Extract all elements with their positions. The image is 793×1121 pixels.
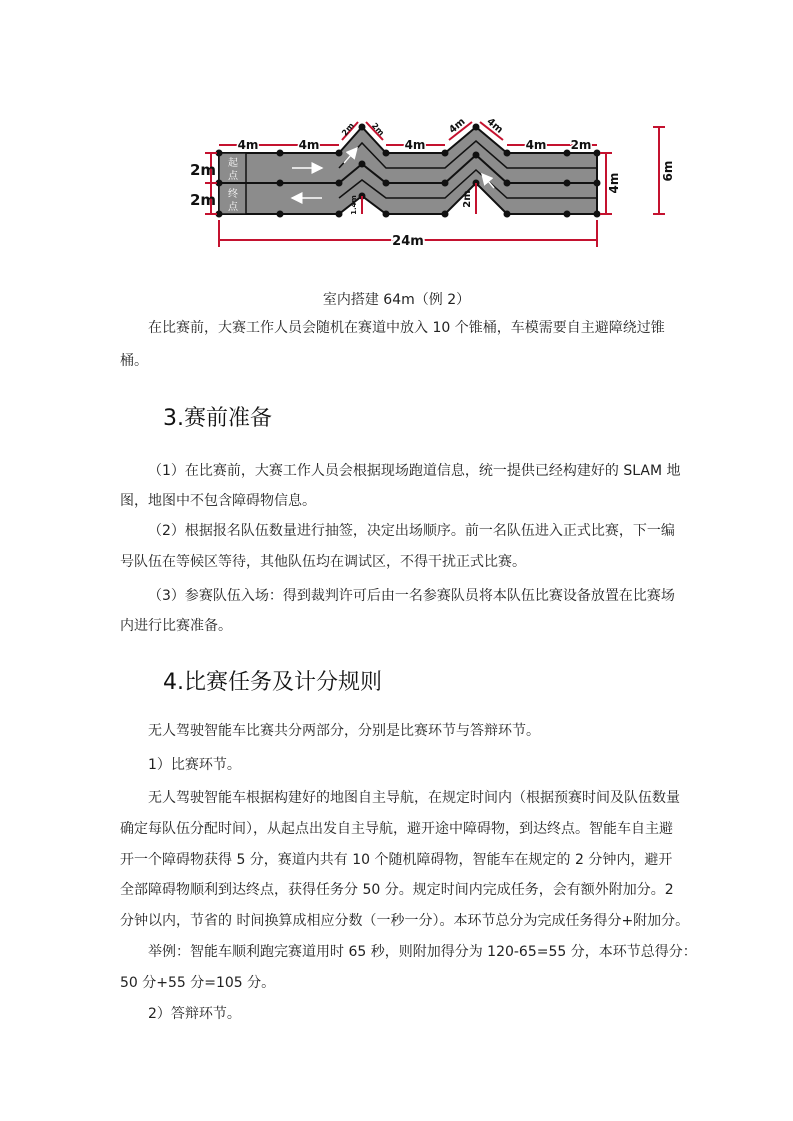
- section-4-heading: 4.比赛任务及计分规则: [163, 670, 382, 695]
- intro-line-1: 在比赛前，大赛工作人员会随机在赛道中放入 10 个锥桶，车模需要自主避障绕过锥: [148, 320, 665, 336]
- dim-top-2: 4m: [298, 138, 320, 152]
- section-4-body-line-2: 确定每队伍分配时间），从起点出发自主导航，避开途中障碍物，到达终点。智能车自主避: [120, 821, 673, 837]
- dim-slant-2a: 4m: [447, 116, 468, 136]
- cone-marker: [383, 150, 390, 157]
- section-4-example-line-2: 50 分+55 分=105 分。: [120, 975, 276, 991]
- section-3-item-2-line-1: （2）根据报名队伍数量进行抽签，决定出场顺序。前一名队伍进入正式比赛，下一编: [148, 523, 675, 539]
- dim-slant-2b: 4m: [484, 116, 505, 136]
- cone-marker: [504, 150, 511, 157]
- dim-top-1: 4m: [237, 138, 259, 152]
- dim-inner-2: 2m: [462, 190, 473, 208]
- cone-marker: [383, 180, 390, 187]
- dim-left-1: 2m: [189, 161, 217, 179]
- section-4-sub-2: 2）答辩环节。: [148, 1006, 241, 1022]
- cone-marker: [383, 211, 390, 218]
- cone-marker: [442, 150, 449, 157]
- end-label-1: 终: [228, 189, 238, 200]
- cone-marker: [473, 124, 480, 131]
- dim-top-3: 4m: [404, 138, 426, 152]
- dim-top-5: 2m: [570, 138, 592, 152]
- section-3-item-2-line-2: 号队伍在等候区等待，其他队伍均在调试区，不得干扰正式比赛。: [120, 554, 526, 570]
- section-3-item-3-line-1: （3）参赛队伍入场：得到裁判许可后由一名参赛队员将本队伍比赛设备放置在比赛场: [148, 588, 675, 604]
- end-label-2: 点: [228, 202, 238, 213]
- dim-bottom: 24m: [392, 234, 424, 249]
- dim-left-2: 2m: [189, 191, 217, 209]
- dim-slant-1b: 2m: [369, 121, 386, 138]
- cone-marker: [359, 161, 366, 168]
- section-4-body-line-5: 分钟以内，节省的 时间换算成相应分数（一秒一分）。本环节总分为完成任务得分+附加分。: [120, 913, 690, 929]
- section-4-body-line-1: 无人驾驶智能车根据构建好的地图自主导航，在规定时间内（根据预赛时间及队伍数量: [148, 790, 680, 806]
- cone-marker: [359, 124, 366, 131]
- cone-marker: [564, 180, 571, 187]
- cone-marker: [336, 211, 343, 218]
- cone-marker: [442, 180, 449, 187]
- start-label-1: 起: [228, 158, 238, 169]
- cone-marker: [594, 180, 601, 187]
- dim-right-inner: 4m: [607, 172, 621, 194]
- cone-marker: [594, 150, 601, 157]
- cone-marker: [277, 150, 284, 157]
- cone-marker: [504, 180, 511, 187]
- section-4-example-line-1: 举例：智能车顺利跑完赛道用时 65 秒，则附加得分为 120-65=55 分，本环节总得分：: [148, 944, 697, 960]
- dim-inner-1: 1.4m: [350, 195, 358, 215]
- intro-line-2: 桶。: [120, 353, 148, 369]
- cone-marker: [504, 211, 511, 218]
- dim-slant-1a: 2m: [340, 121, 357, 138]
- section-3-item-3-line-2: 内进行比赛准备。: [120, 618, 232, 634]
- cone-marker: [277, 211, 284, 218]
- cone-marker: [564, 150, 571, 157]
- figure-caption: 室内搭建 64m（例 2）: [322, 292, 471, 308]
- section-3-item-1-line-2: 图，地图中不包含障碍物信息。: [120, 493, 316, 509]
- cone-marker: [336, 180, 343, 187]
- dim-top-4: 4m: [525, 138, 547, 152]
- cone-marker: [594, 211, 601, 218]
- cone-marker: [277, 180, 284, 187]
- section-3-item-1-line-1: （1）在比赛前，大赛工作人员会根据现场跑道信息，统一提供已经构建好的 SLAM 地: [148, 463, 681, 479]
- cone-marker: [336, 150, 343, 157]
- section-4-body-line-4: 全部障碍物顺利到达终点，获得任务分 50 分。规定时间内完成任务，会有额外附加分。2: [120, 882, 674, 898]
- section-3-heading: 3.赛前准备: [163, 406, 272, 431]
- section-4-body-line-3: 开一个障碍物获得 5 分，赛道内共有 10 个随机障碍物，智能车在规定的 2 分钟内，避开: [120, 852, 673, 868]
- section-4-sub-1: 1）比赛环节。: [148, 757, 241, 773]
- cone-marker: [473, 152, 480, 159]
- cone-marker: [442, 211, 449, 218]
- cone-marker: [564, 211, 571, 218]
- track-diagram: [0, 0, 793, 270]
- dim-right-outer: 6m: [661, 160, 675, 182]
- start-label-2: 点: [228, 171, 238, 182]
- section-4-intro: 无人驾驶智能车比赛共分两部分，分别是比赛环节与答辩环节。: [148, 723, 540, 739]
